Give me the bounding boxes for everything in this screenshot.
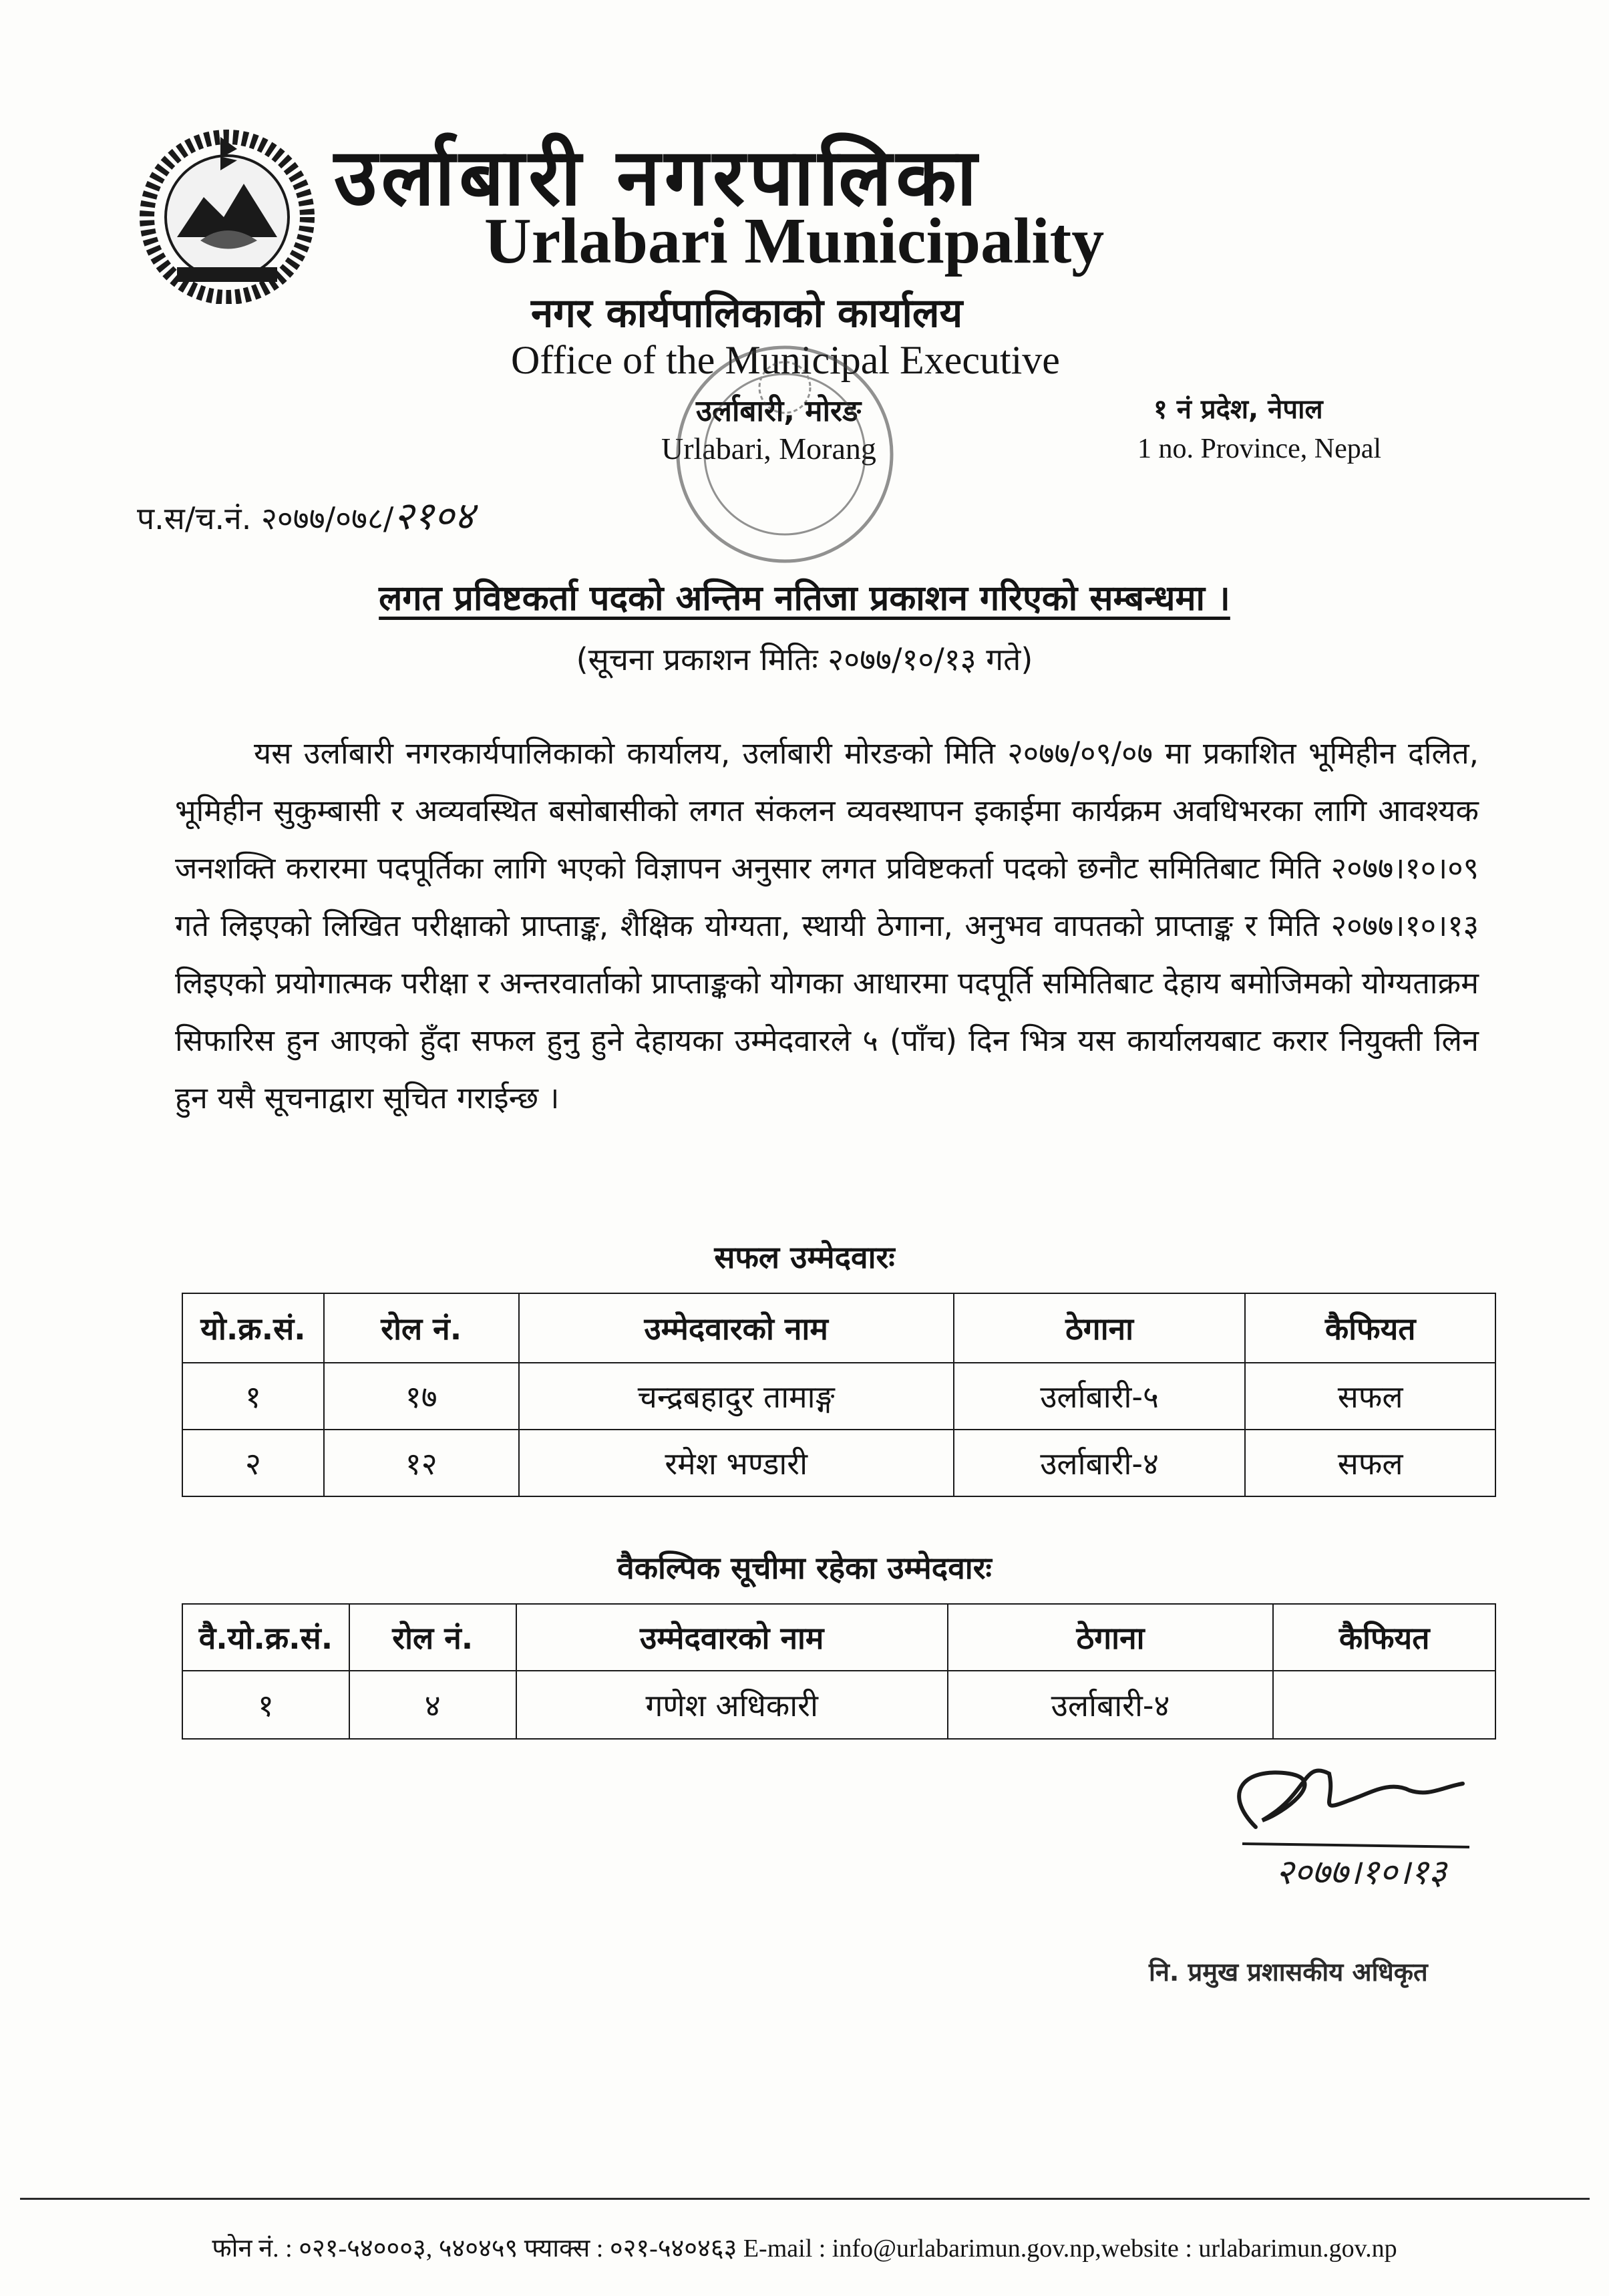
table-cell: १ [182,1363,324,1430]
table-cell: गणेश अधिकारी [516,1671,948,1739]
notice-body: यस उर्लाबारी नगरकार्यपालिकाको कार्यालय, उर्लाबारी मोरङको मिति २०७७/०९/०७ मा प्रकाशित भूमिहीन दलित, भूमिहीन सुकुम्बासी र अव्यवस्थित बसोबासीको लगत संकलन व्यवस्थापन इकाईमा कार्यक्रम अवधिभरका लागि आवश्यक जनशक्ति करारमा पदपूर्तिका लागि भएको विज्ञापन अनुसार लगत प्रविष्टकर्ता पदको छनौट समितिबाट मिति २०७७।१०।०९ गते लिइएको लिखित परीक्षाको प्राप्ताङ्क, शैक्षिक योग्यता, स्थायी ठेगाना, अनुभव वापतको प्राप्ताङ्क र मिति २०७७।१०।१३ लिइएको प्रयोगात्मक परीक्षा र अन्तरवार्ताको प्राप्ताङ्कको योगका आधारमा पदपूर्ति समितिबाट देहाय बमोजिमको योग्यताक्रम सिफारिस हुन आएको हुँदा सफल हुनु हुने देहायका उम्मेदवारले ५ (पाँच) दिन भित्र यस कार्यालयबाट करार नियुक्ती लिन हुन यसै सूचनाद्वारा सूचित गराईन्छ । [175,735,1479,1116]
subject-text: लगत प्रविष्टकर्ता पदको अन्तिम नतिजा प्रकाशन गरिएको सम्बन्धमा । [379,579,1230,619]
table-cell: १७ [324,1363,519,1430]
column-header: उम्मेदवारको नाम [519,1293,954,1363]
nepal-emblem-icon [137,124,317,304]
address-nepali: उर्लाबारी, मोरङ [696,394,862,428]
address-english: Urlabari, Morang [661,432,876,466]
table-row [182,1671,1495,1739]
column-header: कैफियत [1245,1293,1495,1363]
notice-subject [0,573,1609,621]
table-cell: उर्लाबारी-४ [954,1430,1246,1496]
table-cell: उर्लाबारी-४ [948,1671,1273,1739]
column-header: ठेगाना [948,1604,1273,1671]
handwritten-signature [1216,1754,1496,1894]
reference-number [137,488,474,540]
office-stamp-icon [661,334,908,575]
reference-handwritten-number: २१०४ [393,493,475,538]
table-header-row [182,1604,1495,1671]
reference-prefix: प.स/च.नं. २०७७/०७८/ [137,500,394,536]
table-row [182,1363,1495,1430]
table-cell [1273,1671,1495,1739]
table-row [182,1430,1495,1496]
table-cell: ४ [349,1671,516,1739]
office-name-english: Office of the Municipal Executive [511,338,1060,382]
alternate-candidates-table [182,1603,1496,1740]
table-cell: १२ [324,1430,519,1496]
column-header: यो.क्र.सं. [182,1293,324,1363]
table-cell: १ [182,1671,349,1739]
column-header: कैफियत [1273,1604,1495,1671]
province-english: 1 no. Province, Nepal [1137,434,1382,464]
municipality-name-nepali: उर्लाबारी नगरपालिका [334,131,981,223]
column-header: रोल नं. [324,1293,519,1363]
municipality-name-english: Urlabari Municipality [484,205,1105,277]
column-header: उम्मेदवारको नाम [516,1604,948,1671]
table-cell: रमेश भण्डारी [519,1430,954,1496]
notice-publish-date: (सूचना प्रकाशन मितिः २०७७/१०/१३ गते) [576,641,1033,677]
footer-contact: फोन नं. : ०२१-५४०००३, ५४०४५९ फ्याक्स : ०२१-५४०४६३ E-mail : info@urlabarimun.gov.np,website : urlabarimun.gov.np [212,2235,1397,2263]
signatory-title: नि. प्रमुख प्रशासकीय अधिकृत [1149,1957,1428,1987]
signature-date: २०७७।१०।१३ [1276,1852,1447,1893]
table-cell: २ [182,1430,324,1496]
column-header: वै.यो.क्र.सं. [182,1604,349,1671]
column-header: रोल नं. [349,1604,516,1671]
column-header: ठेगाना [954,1293,1246,1363]
successful-candidates-table [182,1293,1496,1497]
province-nepali: १ नं प्रदेश, नेपाल [1153,394,1323,425]
footer-divider [20,2198,1590,2200]
table-header-row [182,1293,1495,1363]
table-cell: सफल [1245,1363,1495,1430]
table-cell: उर्लाबारी-५ [954,1363,1246,1430]
successful-candidates-caption: सफल उम्मेदवारः [714,1239,895,1275]
table-cell: सफल [1245,1430,1495,1496]
alternate-candidates-caption: वैकल्पिक सूचीमा रहेका उम्मेदवारः [617,1550,992,1586]
table-cell: चन्द्रबहादुर तामाङ्ग [519,1363,954,1430]
office-name-nepali: नगर कार्यपालिकाको कार्यालय [531,290,963,337]
